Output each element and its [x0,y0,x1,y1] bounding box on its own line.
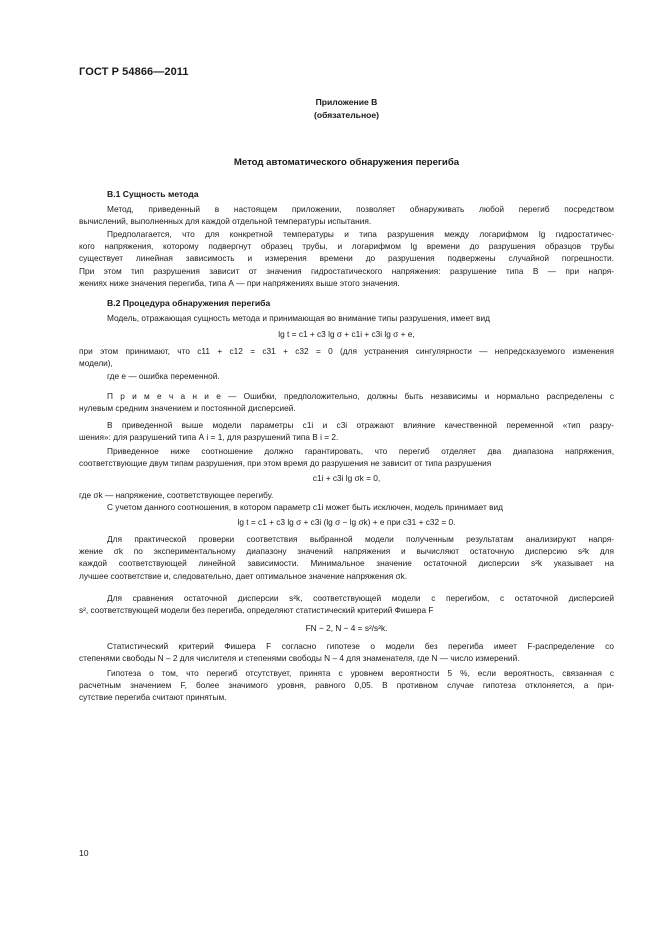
text-line: жениях ниже значения перегиба, типа А — при напряжениях выше этого значения. [79,277,400,288]
text-line: лучшее соответствие и, следовательно, дает оптимальное значение напряжения σk. [79,570,408,581]
text-line: С учетом данного соотношения, в котором параметр c1i может быть исключен, модель принимает вид [107,502,504,512]
text-line: Предполагается, что для конкретной температуры и типа разрушения между логарифмом lg гидростатичес- [107,229,614,239]
text-line: Метод, приведенный в настоящем приложении, позволяет обнаруживать любой перегиб посредством [107,204,614,214]
text-line: соответствующие двум типам разрушения, при этом время до разрушения не зависит от типа разрушения [79,458,492,469]
text-line: В приведенной выше модели параметры c1i и c3i отражают влияние качественной переменной «тип разру- [107,420,614,430]
paragraph-b2-11 [79,667,614,704]
text-line: существует линейная зависимость и измерения времени до разрушения подвержены случайной погрешности. [79,253,614,264]
text-line: нулевым средним значением и постоянной дисперсией. [79,403,296,414]
paragraph-b2-4 [79,419,614,443]
section-heading-b2: В.2 Процедура обнаружения перегиба [107,298,271,308]
text-line: каждой соответствующей линейной зависимости. Минимальное значение остаточной дисперсии s²k указывает на [79,558,614,569]
text-line: Для сравнения остаточной дисперсии s²k, соответствующей модели с перегибом, с остаточной дисперсией [107,593,614,603]
appendix-status: (обязательное) [313,110,380,120]
paragraph-b2-2 [79,345,614,369]
paragraph-b2-8 [79,533,614,582]
text-line: модели), [79,358,113,369]
page-number: 10 [79,848,89,858]
text-line: Гипотеза о том, что перегиб отсутствует, принята с уровнем вероятности 5 %, если вероятность, связанная с [107,668,614,678]
paragraph-b2-1 [79,312,614,324]
text-line: П р и м е ч а н и е — Ошибки, предположительно, должны быть независимы и нормально распределены с [107,391,614,401]
text-line: шения»: для разрушений типа А i = 1, для разрушений типа В i = 2. [79,432,339,443]
text-line: кого напряжения, которому подвергнут образец трубы, и логарифмом lg времени до разрушения образцов трубы [79,241,614,252]
text-line: Статистический критерий Фишера F согласно гипотезе о модели без перегиба имеет F-распределение со [107,641,614,651]
text-line: Приведенное ниже соотношение должно гарантировать, что перегиб отделяет два диапазона напряжения, [107,446,614,456]
standard-header: ГОСТ Р 54866—2011 [79,66,189,78]
text-line: степенями свободы N – 2 для числителя и степенями свободы N – 4 для знаменателя, где N — число измерений. [79,653,520,664]
section-heading-b1: В.1 Сущность метода [107,189,199,199]
text-line: расчетным значением F, более значимого уровня, равного 0,05. В противном случае гипотеза отклоняется, а при- [79,680,614,691]
text-line: сутствие перегиба считают принятым. [79,692,227,703]
formula-knee-condition: c1i + c3i lg σk = 0, [312,473,381,483]
paragraph-b2-5 [79,445,614,469]
paragraph-b2-7 [79,501,614,513]
paragraph-b2-6 [79,489,614,501]
paragraph-b2-10 [79,640,614,664]
text-line: s², соответствующей модели без перегиба, определяют статистический критерий Фишера F [79,605,434,616]
formula-reduced-model: lg t = c1 + c3 lg σ + c3i (lg σ − lg σk) + e при c31 + c32 = 0. [237,517,456,527]
text-line: при этом принимают, что c11 + c12 = c31 + c32 = 0 (для устранения сингулярности — непредсказуемого изменения [79,346,614,356]
text-line: Для практической проверки соответствия выбранной модели полученным результатам анализируют напря- [107,534,614,544]
formula-fisher: FN − 2, N − 4 = s²/s²k. [305,623,388,633]
text-line: где e — ошибка переменной. [107,371,220,381]
appendix-title: Приложение В [315,97,378,107]
note-paragraph [79,390,614,414]
paragraph-b2-3 [79,370,614,382]
text-line: Модель, отражающая сущность метода и принимающая во внимание типы разрушения, имеет вид [107,313,490,323]
main-title: Метод автоматического обнаружения перегиба [233,157,460,168]
formula-model: lg t = c1 + c3 lg σ + c1i + c3i lg σ + e, [278,329,415,339]
paragraph-b2-9 [79,592,614,616]
paragraph-b1-1 [79,203,614,227]
text-line: где σk — напряжение, соответствующее перегибу. [79,490,274,500]
text-line: При этом тип разрушения зависит от значения гидростатического напряжения: разрушение типа В — при напря- [79,265,614,276]
paragraph-b1-2 [79,228,614,289]
text-line: вычислений, выполненных для каждой отдельной температуры испытания. [79,216,372,227]
text-line: жение σk по экспериментальному диапазону значений напряжения и вычисляют остаточную дисперсию s²k для [79,546,614,557]
